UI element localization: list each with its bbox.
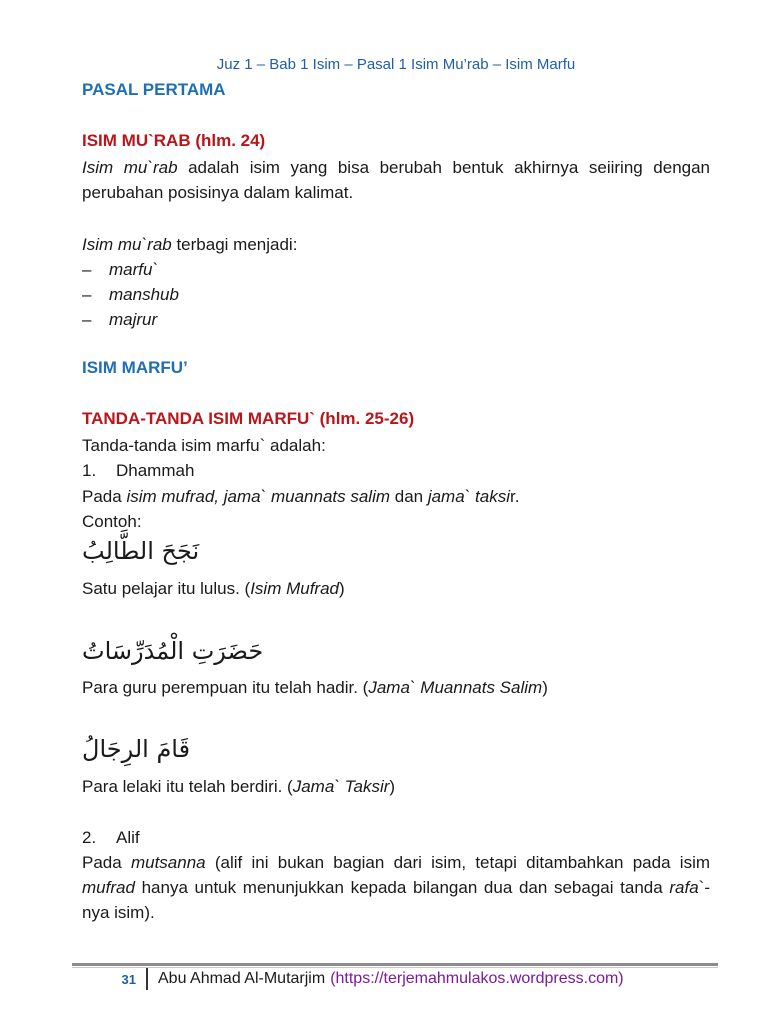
text: Pada (82, 487, 127, 506)
item-label: Alif (116, 828, 140, 847)
list-item (82, 257, 710, 282)
term-isim-murab: Isim mu`rab (82, 158, 178, 177)
section-title: PASAL PERTAMA (82, 80, 226, 99)
heading-tanda-tanda: TANDA-TANDA ISIM MARFU` (hlm. 25-26) (82, 409, 415, 428)
page-footer (72, 968, 718, 990)
italic-term: Isim Mufrad (250, 579, 339, 598)
footer-url-link[interactable]: (https://terjemahmulakos.wordpress.com) (330, 970, 624, 987)
text: Satu pelajar itu lulus. ( (82, 579, 251, 598)
example-2-translation (82, 675, 710, 700)
division-text: terbagi menjadi: (171, 235, 298, 254)
list-item-label: majrur (109, 310, 158, 329)
arabic-example-1: نَجَحَ الطَّالِبُ (82, 537, 200, 565)
italic-term: Jama` Taksir (292, 777, 390, 796)
item-number: 1. (82, 461, 97, 480)
text: r. (510, 487, 520, 506)
definition-text: adalah isim yang bisa berubah bentuk akhirnya seiiring dengan perubahan posisinya dalam kalimat. (82, 158, 711, 202)
example-1-translation (82, 576, 710, 601)
text: `-nya isim). (82, 878, 710, 922)
definition-paragraph (82, 155, 710, 205)
dash: – (82, 285, 92, 304)
item-number: 2. (82, 828, 97, 847)
numbered-item-1 (82, 458, 710, 483)
text: ) (389, 777, 396, 796)
text: (alif ini bukan bagian dari isim, tetapi ditambahkan pada isim (205, 853, 711, 872)
footer-separator (146, 968, 148, 990)
arabic-example-3: قَامَ الرِجَالُ (82, 735, 191, 763)
text: Para guru perempuan itu telah hadir. ( (82, 678, 369, 697)
text: Para lelaki itu telah berdiri. ( (82, 777, 293, 796)
footer-author: Abu Ahmad Al-Mutarjim (158, 970, 326, 987)
term-isim-murab-2: Isim mu`rab (82, 235, 172, 254)
heading-isim-murab: ISIM MU`RAB (hlm. 24) (82, 131, 266, 150)
item-label: Dhammah (116, 461, 195, 480)
text: dan (390, 487, 428, 506)
italic-term: mufrad (82, 878, 135, 897)
text: ) (339, 579, 345, 598)
contoh-label: Contoh: (82, 512, 142, 531)
italic-term: jama` taksi (427, 487, 511, 506)
numbered-item-2 (82, 825, 710, 850)
pada-paragraph-2 (82, 850, 710, 925)
arabic-example-2: حَضَرَتِ الْمُدَرِّسَاتُ (82, 637, 264, 665)
italic-term: mutsanna (130, 853, 206, 872)
list-item-label: marfu` (109, 260, 159, 279)
page-number: 31 (121, 971, 136, 987)
italic-term: isim mufrad, jama` muannats salim (126, 487, 391, 506)
text: ) (542, 678, 548, 697)
division-list (82, 257, 710, 332)
list-item (82, 307, 710, 332)
running-header: Juz 1 – Bab 1 Isim – Pasal 1 Isim Mu’rab – Isim Marfu (216, 56, 576, 73)
footer-divider (72, 963, 718, 966)
text: hanya untuk menunjukkan kepada bilangan dua dan sebagai tanda (134, 878, 670, 897)
division-intro (82, 232, 710, 257)
italic-term: Jama` Muannats Salim (368, 678, 543, 697)
dash: – (82, 310, 92, 329)
italic-term: rafa (669, 878, 699, 897)
text: Pada (82, 853, 131, 872)
dash: – (82, 260, 92, 279)
list-item (82, 282, 710, 307)
example-3-translation (82, 774, 710, 799)
list-item-label: manshub (109, 285, 179, 304)
tanda-intro: Tanda-tanda isim marfu` adalah: (82, 436, 326, 455)
heading-isim-marfu: ISIM MARFU’ (82, 358, 188, 377)
pada-paragraph-1 (82, 484, 710, 509)
